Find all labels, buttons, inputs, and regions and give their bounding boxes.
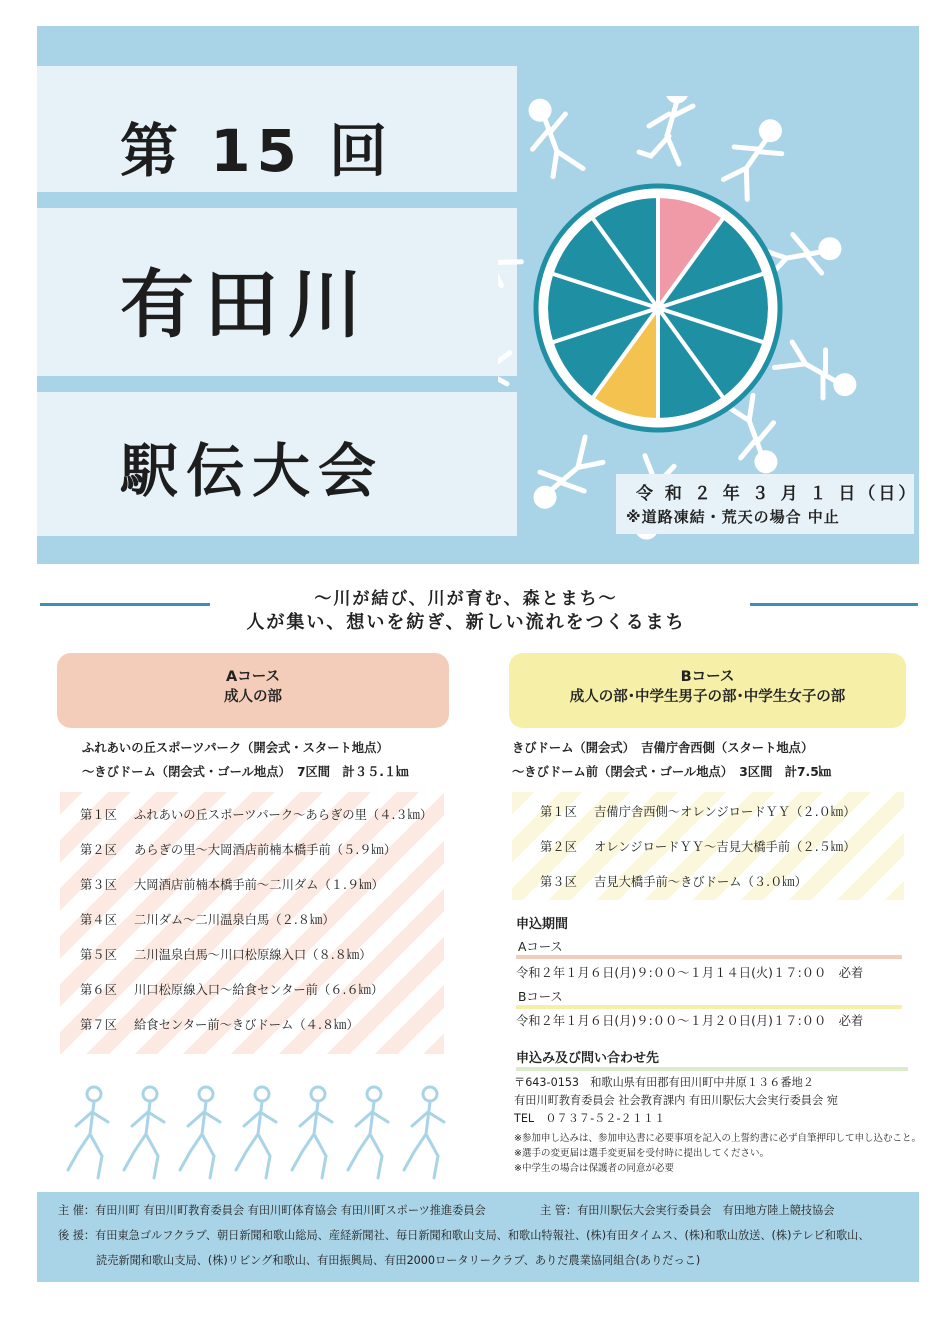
leg-number: 第３区 [80,878,117,892]
leg-text: 二川ダム～二川温泉白馬（２.８㎞） [134,913,335,927]
course-a-subtitle: 成人の部 [224,689,282,705]
contact-tel: TEL ０７３７-５２-２１１１ [514,1112,666,1125]
course-a-route: ～きびドーム（閉会式・ゴール地点） 7区間 計３５.１㎞ [82,765,409,779]
event-date: 令 和 ２ 年 ３ 月 １ 日（日） [636,484,919,504]
course-b-title: Bコース [680,669,735,685]
leg-item [540,802,856,837]
leg-item [80,840,432,875]
course-b-period: 令和２年１月６日(月)９:００～１月２０日(月)１７:００ 必着 [516,1014,864,1028]
leg-number: 第１区 [80,808,117,822]
runner-silhouette-icon [348,1087,388,1178]
leg-number: 第２区 [80,843,117,857]
leg-text: あらぎの里～大岡酒店前楠本橋手前（５.９㎞） [134,843,397,857]
runner-silhouette-icon [124,1087,164,1178]
footer-organizers: 主 催：有田川町 有田川町教育委員会 有田川町体育協会 有田川町スポーツ推進委員会 [58,1204,486,1217]
slogan-line1: ～川が結び、川が育む、森とまち～ [314,589,618,609]
leg-number: 第４区 [80,913,117,927]
leg-number: 第１区 [540,805,577,819]
leg-text: 吉備庁舎西側～オレンジロードＹＹ（２.０㎞） [594,805,856,819]
contact-heading: 申込み及び問い合わせ先 [516,1051,660,1066]
contact-bar [516,1067,908,1071]
leg-item [80,945,432,980]
contact-note: ※中学生の場合は保護者の同意が必要 [514,1163,674,1174]
leg-number: 第５区 [80,948,117,962]
runner-silhouette-icon [236,1087,276,1178]
contact-note: ※選手の変更届は選手変更届を受付時に提出してください。 [514,1148,769,1159]
course-b-bar [516,1005,902,1009]
leg-item [80,805,432,840]
course-b-legs [540,802,856,907]
course-b-label: Bコース [518,990,563,1004]
leg-text: 吉見大橋手前～きびドーム（３.０㎞） [594,875,807,889]
leg-number: 第６区 [80,983,117,997]
runner-silhouette-icon [68,1087,108,1178]
course-a-title: Aコース [226,669,280,685]
course-b-route: ～きびドーム前（閉会式・ゴール地点） 3区間 計7.5㎞ [512,765,832,779]
course-a-period: 令和２年１月６日(月)９:００～１月１４日(火)１７:００ 必着 [516,966,864,980]
leg-number: 第３区 [540,875,577,889]
footer-sponsors: 後 援：有田東急ゴルフクラブ、朝日新聞和歌山総局、産経新聞社、毎日新聞和歌山支局、和歌山特報社、(株)有田タイムス、(株)和歌山放送、(株)テレビ和歌山、 [58,1229,870,1242]
leg-item [80,875,432,910]
title-place: 有田川 [120,262,372,348]
course-a-legs [80,805,432,1050]
course-a-header [57,653,449,728]
runner-silhouette-icon [292,1087,332,1178]
title-event: 駅伝大会 [120,437,385,505]
leg-item [80,980,432,1015]
course-b-route: きびドーム（開会式） 吉備庁舎西側（スタート地点） [512,741,814,755]
leg-number: 第２区 [540,840,577,854]
leg-item [80,1015,432,1050]
course-a-route: ふれあいの丘スポーツパーク（開会式・スタート地点） [82,741,389,755]
slogan-line2: 人が集い、想いを紡ぎ、新しい流れをつくるまち [246,612,686,633]
leg-text: 大岡酒店前楠本橋手前～二川ダム（１.９㎞） [134,878,384,892]
contact-office: 有田川町教育委員会 社会教育課内 有田川駅伝大会実行委員会 宛 [514,1094,838,1107]
runner-silhouette-icon [404,1087,444,1178]
course-b-subtitle: 成人の部･中学生男子の部･中学生女子の部 [569,689,846,705]
application-heading: 申込期間 [516,917,569,932]
course-b-header [509,653,906,728]
footer-managers: 主 管：有田川駅伝大会実行委員会 有田地方陸上競技協会 [540,1204,835,1217]
leg-item [540,837,856,872]
runner-silhouette-icon [60,1080,480,1185]
leg-number: 第７区 [80,1018,117,1032]
leg-item [80,910,432,945]
weather-note: ※道路凍結・荒天の場合 中止 [626,508,840,526]
leg-text: ふれあいの丘スポーツパーク～あらぎの里（４.３㎞） [134,808,433,822]
leg-item [540,872,856,907]
course-a-label: Aコース [518,940,563,954]
runner-silhouette-icon [180,1087,220,1178]
course-a-bar [516,955,902,959]
title-edition: 第 15 回 [120,117,394,185]
leg-text: オレンジロードＹＹ～吉見大橋手前（２.５㎞） [594,840,856,854]
leg-text: 川口松原線入口～給食センター前（６.６㎞） [134,983,384,997]
leg-text: 給食センター前～きびドーム（４.８㎞） [134,1018,359,1032]
leg-text: 二川温泉白馬～川口松原線入口（８.８㎞） [134,948,372,962]
footer-sponsors: 読売新聞和歌山支局、(株)リビング和歌山、有田振興局、有田2000ロータリークラブ、ありだ農業協同組合(ありだっこ) [96,1254,701,1267]
contact-address: 〒643-0153 和歌山県有田郡有田川町中井原１３６番地２ [514,1076,814,1089]
contact-note: ※参加申し込みは、参加申込書に必要事項を記入の上誓約書に必ず自筆押印して申し込むこと。 [514,1133,921,1144]
